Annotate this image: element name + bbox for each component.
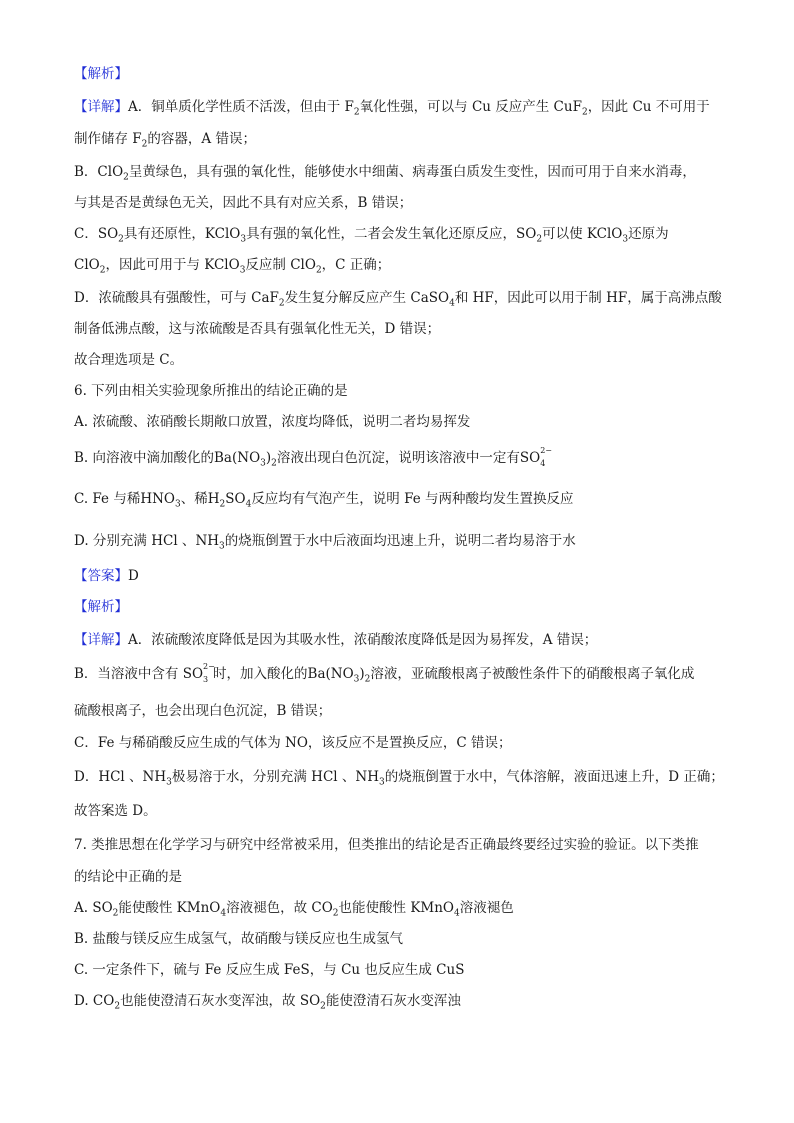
question-7-option-b: B. 盐酸与镁反应生成氢气，故硝酸与镁反应也生成氢气: [74, 931, 404, 947]
question-6-conclusion: 故答案选 D。: [74, 803, 157, 819]
question-6-option-a: A. 浓硫酸、浓硝酸长期敞口放置，浓度均降低，说明二者均易挥发: [74, 414, 471, 430]
question-7-option-d: D. $CO_2$也能使澄清石灰水变浑浊，故 $SO_2$能使澄清石灰水变浑浊: [74, 993, 461, 1012]
analysis-option-d-line2: 制备低沸点酸，这与浓硫酸是否具有强氧化性无关，D 错误；: [74, 321, 441, 337]
question-6-option-d: D. 分别充满 HCl 、$NH_3$的烧瓶倒置于水中后液面均迅速上升，说明二者均易溶于水: [74, 533, 576, 552]
question-7-option-c: C. 一定条件下，硫与 Fe 反应生成 FeS，与 Cu 也反应生成 CuS: [74, 962, 465, 978]
question-7-stem-line1: 7. 类推思想在化学学习与研究中经常被采用，但类推出的结论是否正确最终要经过实验的验证。以下类推: [74, 837, 699, 853]
sulfate-ion-charge: 2− 4: [540, 446, 553, 468]
question-6-option-c: C. Fe 与稀$HNO_3$、稀$H_2SO_4$反应均有气泡产生，说明 Fe 与两种酸均发生置换反应: [74, 491, 574, 510]
question-6-analysis-b-line2: 硫酸根离子，也会出现白色沉淀，B 错误；: [74, 703, 332, 719]
question-6-analysis-d: D．HCl 、$NH_3$极易溶于水，分别充满 HCl 、$NH_3$的烧瓶倒置于水中，气体溶解，液面迅速上升，D 正确；: [74, 769, 724, 788]
sulfite-ion-charge: 2− 3: [203, 662, 215, 684]
analysis-option-a-line2: 制作储存 $F_2$的容器，A 错误；: [74, 131, 256, 150]
question-6-analysis-b-line1: B．当溶液中含有 SO 2− 3 时，加入酸化的$Ba(NO_3)_2$溶液，亚硫酸根离子被酸性条件下的硝酸根离子氧化成: [74, 662, 695, 685]
question-6-stem: 6. 下列由相关实验现象所推出的结论正确的是: [74, 383, 348, 399]
analysis-conclusion: 故合理选项是 C。: [74, 352, 184, 368]
analysis-option-b-line2: 与其是否是黄绿色无关，因此不具有对应关系，B 错误；: [74, 195, 413, 211]
question-6-analysis-a: 【详解】A．浓硫酸浓度降低是因为其吸水性，浓硝酸浓度降低是因为易挥发，A 错误；: [74, 632, 598, 648]
analysis-option-a-line1: 【详解】A．铜单质化学性质不活泼，但由于 $F_2$氧化性强，可以与 Cu 反应产生 CuF$_2$，因此 Cu 不可用于: [74, 99, 710, 118]
question-7-option-a: A. $SO_2$能使酸性 KMnO$_4$溶液褪色，故 $CO_2$也能使酸性 KMnO$_4$溶液褪色: [74, 900, 514, 919]
analysis-option-d-line1: D．浓硫酸具有强酸性，可与 CaF$_2$发生复分解反应产生 CaSO$_4$和 HF，因此可以用于制 HF，属于高沸点酸: [74, 290, 722, 309]
question-7-stem-line2: 的结论中正确的是: [74, 869, 182, 885]
analysis-option-c-line2: ClO$_2$，因此可用于与 KClO$_3$反应制 ClO$_2$，C 正确；: [74, 257, 391, 276]
question-6-option-b: B. 向溶液中滴加酸化的$Ba(NO_3)_2$溶液出现白色沉淀，说明该溶液中一定有SO 2− 4: [74, 446, 553, 469]
question-6-analysis-c: C．Fe 与稀硝酸反应生成的气体为 NO，该反应不是置换反应，C 错误；: [74, 735, 512, 751]
analysis-header: 【解析】: [74, 66, 128, 82]
question-6-answer: 【答案】D: [74, 568, 139, 584]
question-6-analysis-header: 【解析】: [74, 599, 128, 615]
analysis-option-c-line1: C．$SO_2$具有还原性，KClO$_3$具有强的氧化性，二者会发生氧化还原反应，$SO_2$可以使 KClO$_3$还原为: [74, 226, 669, 245]
analysis-option-b-line1: B．ClO$_2$呈黄绿色，具有强的氧化性，能够使水中细菌、病毒蛋白质发生变性，因而可用于自来水消毒，: [74, 164, 696, 183]
